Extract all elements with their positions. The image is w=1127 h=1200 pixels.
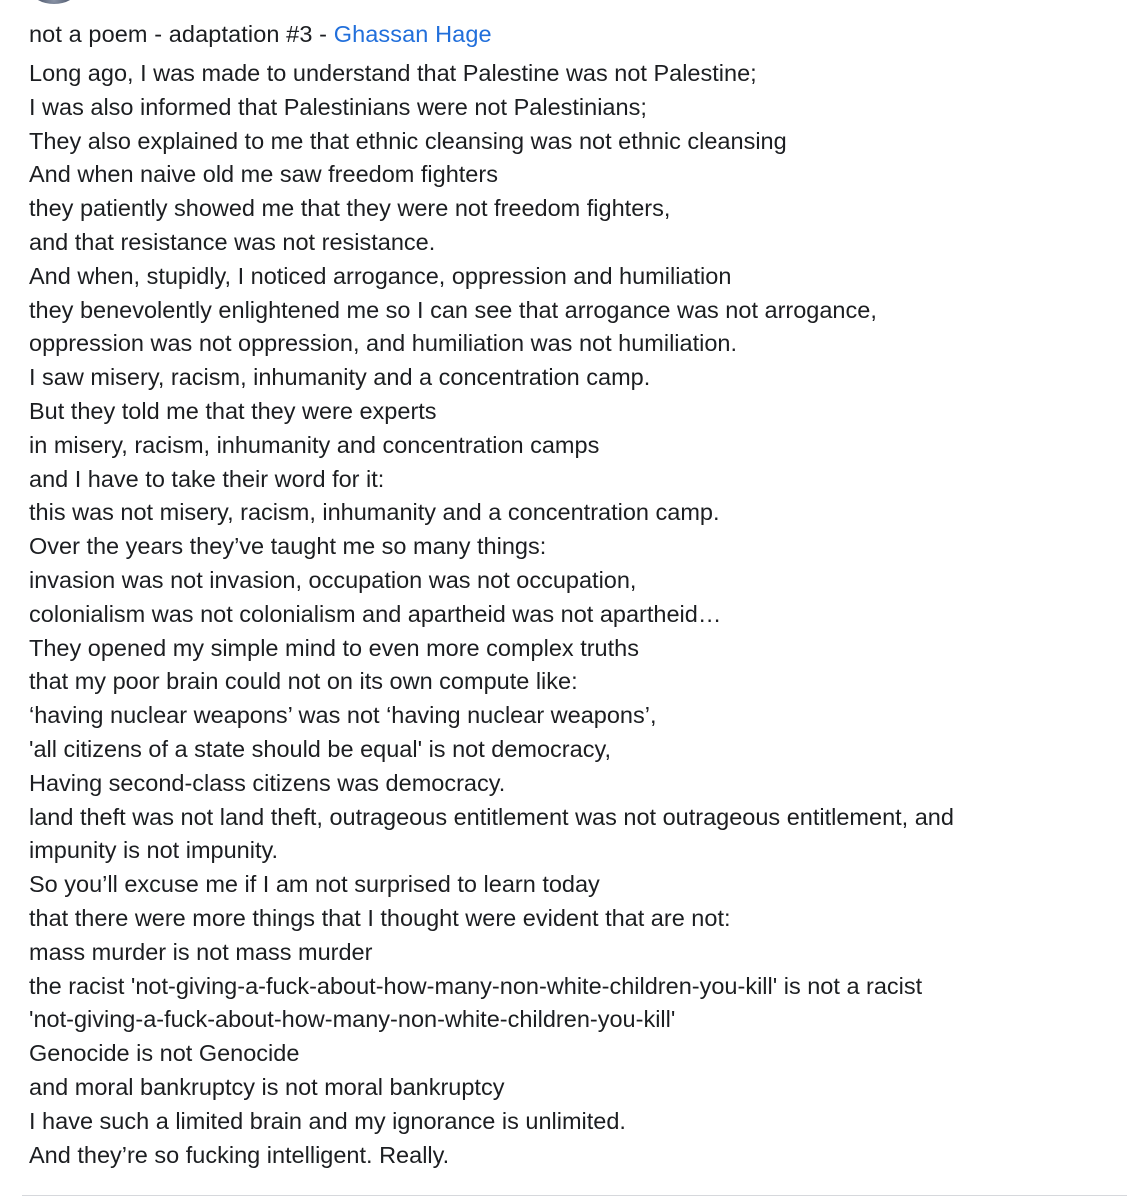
poem-line: I was also informed that Palestinians were not Palestinians; — [29, 93, 647, 120]
poem-line: this was not misery, racism, inhumanity and a concentration camp. — [29, 499, 720, 526]
poem-line: I saw misery, racism, inhumanity and a concentration camp. — [29, 364, 651, 391]
poem-line: They also explained to me that ethnic cleansing was not ethnic cleansing — [29, 127, 787, 154]
poem-line: But they told me that they were experts — [29, 397, 437, 424]
poem-line: mass murder is not mass murder — [29, 938, 373, 965]
poem-line: oppression was not oppression, and humiliation was not humiliation. — [29, 330, 738, 357]
poem-line: that there were more things that I thought were evident that are not: — [29, 904, 731, 931]
poem-body — [29, 57, 1119, 1172]
poem-line: land theft was not land theft, outrageous entitlement was not outrageous entitlement, and — [29, 803, 954, 830]
poem-line: invasion was not invasion, occupation was not occupation, — [29, 566, 637, 593]
poem-line: And when, stupidly, I noticed arrogance, oppression and humiliation — [29, 262, 732, 289]
poem-line: in misery, racism, inhumanity and concentration camps — [29, 431, 600, 458]
poem-line: Having second-class citizens was democracy. — [29, 769, 506, 796]
post-heading — [29, 17, 1119, 51]
poem-line: impunity is not impunity. — [29, 837, 279, 864]
post-divider — [22, 1195, 1127, 1196]
poem-line: and I have to take their word for it: — [29, 465, 385, 492]
poem-line: 'not-giving-a-fuck-about-how-many-non-white-children-you-kill' — [29, 1006, 676, 1033]
poem-line: that my poor brain could not on its own compute like: — [29, 668, 578, 695]
avatar[interactable] — [32, 0, 76, 4]
poem-line: colonialism was not colonialism and apartheid was not apartheid… — [29, 600, 722, 627]
post-content — [29, 17, 1119, 1172]
poem-line: They opened my simple mind to even more complex truths — [29, 634, 639, 661]
poem-line: and moral bankruptcy is not moral bankruptcy — [29, 1073, 505, 1100]
poem-line: they patiently showed me that they were not freedom fighters, — [29, 195, 671, 222]
poem-line: ‘having nuclear weapons’ was not ‘having nuclear weapons’, — [29, 702, 657, 729]
poem-line: And when naive old me saw freedom fighters — [29, 161, 498, 188]
poem-line: 'all citizens of a state should be equal' is not democracy, — [29, 735, 611, 762]
post-title: not a poem - adaptation #3 - — [29, 21, 334, 47]
poem-line: and that resistance was not resistance. — [29, 228, 436, 255]
poem-line: So you’ll excuse me if I am not surprised to learn today — [29, 871, 600, 898]
poem-line: Long ago, I was made to understand that Palestine was not Palestine; — [29, 60, 757, 86]
poem-line: they benevolently enlightened me so I can see that arrogance was not arrogance, — [29, 296, 877, 323]
poem-line: Genocide is not Genocide — [29, 1040, 300, 1067]
poem-line: the racist 'not-giving-a-fuck-about-how-many-non-white-children-you-kill' is not a racist — [29, 972, 923, 999]
poem-line: Over the years they’ve taught me so many things: — [29, 533, 547, 560]
poem-line: And they’re so fucking intelligent. Really. — [29, 1141, 450, 1168]
poem-line: I have such a limited brain and my ignorance is unlimited. — [29, 1107, 626, 1134]
author-link[interactable]: Ghassan Hage — [333, 21, 492, 47]
